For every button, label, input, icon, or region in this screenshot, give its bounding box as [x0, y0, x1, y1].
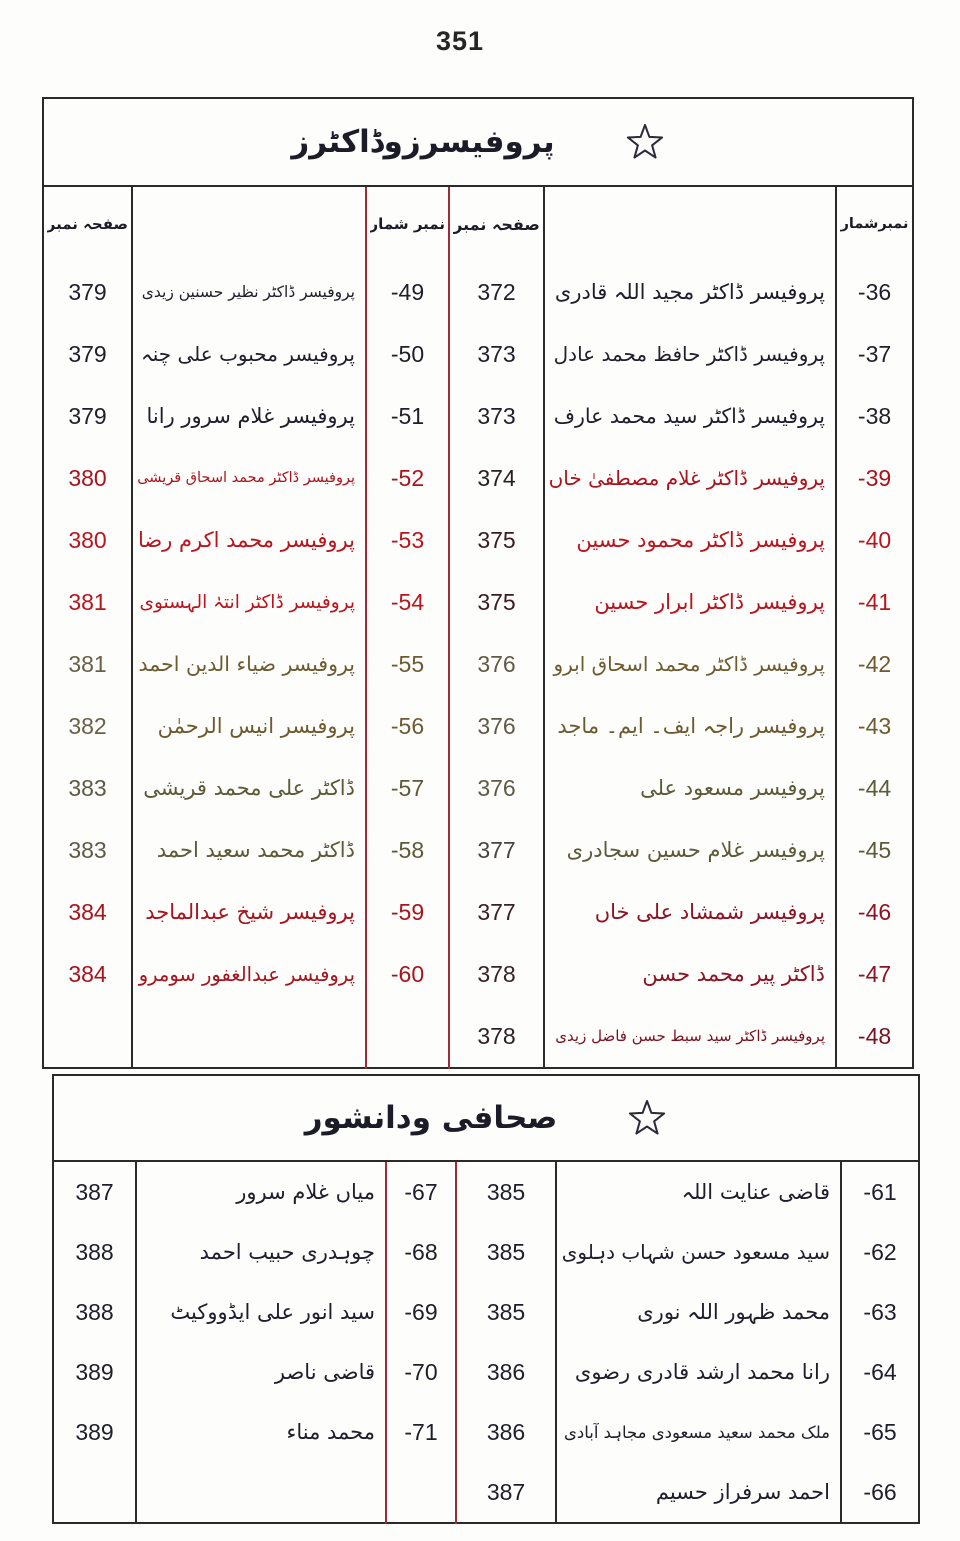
- page-number: 376: [449, 695, 544, 757]
- entry-name-cell: [544, 385, 836, 447]
- page-number: 386: [456, 1342, 556, 1402]
- section-header: [53, 1075, 919, 1161]
- page-number: 379: [43, 385, 132, 447]
- index-row: [53, 1282, 919, 1342]
- entry-name-cell: [136, 1161, 386, 1222]
- serial-number: -41: [857, 588, 892, 615]
- serial-number: -47: [857, 960, 892, 987]
- page-number: 383: [43, 819, 132, 881]
- page-number: 375: [449, 571, 544, 633]
- index-row: [53, 1222, 919, 1282]
- entry-name: پروفیسر مسعود علی: [640, 776, 825, 800]
- page-number: 389: [53, 1342, 136, 1402]
- serial-number: -49: [366, 261, 449, 323]
- serial-number: -40: [857, 526, 892, 553]
- section-header: [43, 98, 913, 186]
- entry-name: پروفیسر ڈاکٹر نظیر حسنین زیدی: [141, 283, 355, 301]
- entry-name: پروفیسر ڈاکٹر حافظ محمد عادل: [553, 342, 825, 366]
- entry-name: پروفیسر ڈاکٹر محمد اسحاق ابرو: [553, 652, 825, 676]
- serial-number: -66: [863, 1478, 897, 1505]
- entry-name-cell: [136, 1402, 386, 1462]
- entry-name-cell: [544, 571, 836, 633]
- entry-name-cell: [544, 695, 836, 757]
- entry-name: پروفیسر انیس الرحمٰن: [157, 714, 355, 738]
- index-row: [43, 261, 913, 323]
- entry-name: پروفیسر راجہ ایف۔ ایم۔ ماجد: [557, 714, 825, 738]
- empty-cell: [386, 1462, 456, 1523]
- page-number: 372: [449, 261, 544, 323]
- page-number: 378: [449, 943, 544, 1005]
- entry-name-cell: [544, 757, 836, 819]
- index-row: [53, 1161, 919, 1222]
- serial-number: -39: [857, 464, 892, 491]
- serial-number: -54: [366, 571, 449, 633]
- serial-number: -38: [857, 402, 892, 429]
- entry-name-cell: [544, 447, 836, 509]
- page-number: 386: [456, 1402, 556, 1462]
- entry-name: ڈاکٹر پیر محمد حسن: [642, 962, 825, 986]
- entry-name-cell: [544, 633, 836, 695]
- column-header-page: [449, 186, 544, 261]
- column-header-serial: [366, 186, 449, 261]
- page-number: 380: [43, 447, 132, 509]
- entry-name-cell: [136, 1222, 386, 1282]
- index-table-journalists-intellectuals: [52, 1074, 920, 1524]
- entry-name: پروفیسر ڈاکٹر محمد اسحاق قریشی: [137, 470, 355, 486]
- page-number: 374: [449, 447, 544, 509]
- page-number: 379: [43, 261, 132, 323]
- serial-number: -59: [366, 881, 449, 943]
- entry-name-cell: [132, 757, 366, 819]
- entry-name-cell: [132, 943, 366, 1005]
- serial-number: -36: [857, 278, 892, 305]
- empty-cell: [366, 1005, 449, 1068]
- index-row: [43, 881, 913, 943]
- page-number: 377: [449, 819, 544, 881]
- index-row: [43, 633, 913, 695]
- serial-number: -60: [366, 943, 449, 1005]
- page-number: 376: [449, 633, 544, 695]
- serial-number: -50: [366, 323, 449, 385]
- column-header-row: [43, 186, 913, 261]
- index-rows: [53, 1161, 919, 1523]
- empty-cell: [132, 1005, 366, 1068]
- page-number: 377: [449, 881, 544, 943]
- section-header-row: [53, 1075, 919, 1161]
- section-header-row: [43, 98, 913, 186]
- entry-name: پروفیسر ڈاکٹر سید محمد عارف: [553, 404, 825, 428]
- index-rows: [43, 261, 913, 1068]
- entry-name-cell: [132, 633, 366, 695]
- page-number: 384: [43, 943, 132, 1005]
- index-row: [43, 757, 913, 819]
- serial-number: -55: [366, 633, 449, 695]
- serial-number: -44: [857, 774, 892, 801]
- serial-number: -69: [386, 1282, 456, 1342]
- serial-number: -43: [857, 712, 892, 739]
- page-number: 385: [456, 1222, 556, 1282]
- entry-name: احمد سرفراز حسیم: [655, 1480, 830, 1504]
- entry-name: محمد مناء: [286, 1420, 375, 1444]
- column-header-serial-label: نمبر شمار: [370, 215, 445, 233]
- entry-name-cell: [556, 1342, 841, 1402]
- page-number: 388: [53, 1282, 136, 1342]
- serial-number: -46: [857, 898, 892, 925]
- empty-cell: [43, 1005, 132, 1068]
- page-number: 388: [53, 1222, 136, 1282]
- entry-name: پروفیسر محمد اکرم رضا: [137, 528, 355, 552]
- empty-cell: [136, 1462, 386, 1523]
- entry-name-cell: [544, 881, 836, 943]
- entry-name: پروفیسر ڈاکٹر غلام مصطفیٰ خاں: [549, 466, 825, 490]
- index-row: [43, 943, 913, 1005]
- page-number: 385: [456, 1161, 556, 1222]
- index-row: [43, 1005, 913, 1068]
- column-header-page-label: صفحہ نمبر: [453, 214, 540, 234]
- entry-name-cell: [136, 1282, 386, 1342]
- empty-cell: [53, 1462, 136, 1523]
- entry-name: پروفیسر شیخ عبدالماجد: [145, 900, 355, 924]
- page-number: 380: [43, 509, 132, 571]
- entry-name: پروفیسر غلام سرور رانا: [146, 404, 355, 428]
- entry-name: پروفیسر ڈاکٹر مجید اللہ قادری: [554, 280, 825, 304]
- entry-name-cell: [544, 323, 836, 385]
- entry-name: قاضی ناصر: [274, 1360, 375, 1384]
- entry-name-cell: [556, 1402, 841, 1462]
- page-number: 387: [456, 1462, 556, 1523]
- page-number: 384: [43, 881, 132, 943]
- serial-number: -65: [863, 1418, 897, 1445]
- page-number: 383: [43, 757, 132, 819]
- serial-number: -51: [366, 385, 449, 447]
- index-row: [43, 323, 913, 385]
- column-header-name: [544, 186, 836, 261]
- entry-name: پروفیسر ضیاء الدین احمد: [138, 652, 355, 676]
- column-header-page-label: صفحہ نمبر: [47, 215, 128, 233]
- entry-name-cell: [132, 509, 366, 571]
- page-number: 385: [456, 1282, 556, 1342]
- index-row: [43, 571, 913, 633]
- serial-number: -37: [857, 340, 892, 367]
- serial-number: -61: [863, 1178, 897, 1205]
- entry-name: پروفیسر ڈاکٹر انتہٰ الہستوی: [139, 591, 355, 613]
- page-number: 376: [449, 757, 544, 819]
- page-number: 381: [43, 571, 132, 633]
- index-row: [53, 1402, 919, 1462]
- section-title: پروفیسرزوڈاکٹرز: [291, 124, 555, 160]
- index-row: [53, 1462, 919, 1523]
- page-number-top: 351: [435, 26, 485, 56]
- serial-number: -67: [386, 1161, 456, 1222]
- entry-name: میاں غلام سرور: [236, 1180, 375, 1204]
- entry-name-cell: [544, 1005, 836, 1068]
- page-number: 379: [43, 323, 132, 385]
- entry-name-cell: [132, 323, 366, 385]
- entry-name: پروفیسر شمشاد علی خاں: [594, 900, 825, 924]
- page-number: 375: [449, 509, 544, 571]
- entry-name: چوہدری حبیب احمد: [199, 1240, 375, 1264]
- entry-name-cell: [556, 1222, 841, 1282]
- entry-name: محمد ظہور اللہ نوری: [637, 1300, 830, 1324]
- page-number: 373: [449, 323, 544, 385]
- entry-name: ڈاکٹر علی محمد قریشی: [143, 776, 355, 800]
- entry-name-cell: [132, 447, 366, 509]
- star-icon: [627, 1098, 667, 1138]
- column-header-page: [43, 186, 132, 261]
- column-header-serial: [836, 186, 913, 261]
- column-header-serial-label: نمبرشمار: [840, 216, 909, 232]
- entry-name-cell: [544, 261, 836, 323]
- entry-name-cell: [544, 509, 836, 571]
- entry-name-cell: [544, 943, 836, 1005]
- entry-name: قاضی عنایت اللہ: [681, 1180, 830, 1204]
- entry-name-cell: [556, 1462, 841, 1523]
- entry-name: رانا محمد ارشد قادری رضوی: [574, 1360, 830, 1384]
- serial-number: -70: [386, 1342, 456, 1402]
- entry-name-cell: [132, 261, 366, 323]
- serial-number: -71: [386, 1402, 456, 1462]
- index-table-professors-doctors: [42, 97, 914, 1069]
- index-row: [53, 1342, 919, 1402]
- entry-name-cell: [132, 881, 366, 943]
- entry-name-cell: [132, 819, 366, 881]
- star-icon: [625, 122, 665, 162]
- page-number: 378: [449, 1005, 544, 1068]
- serial-number: -53: [366, 509, 449, 571]
- entry-name-cell: [132, 571, 366, 633]
- serial-number: -52: [366, 447, 449, 509]
- page-number: 373: [449, 385, 544, 447]
- entry-name: پروفیسر ڈاکٹر سید سبط حسن فاضل زیدی: [555, 1027, 825, 1045]
- section-title: صحافی ودانشور: [304, 1100, 558, 1136]
- entry-name: پروفیسر غلام حسین سجادری: [566, 838, 825, 862]
- serial-number: -45: [857, 836, 892, 863]
- serial-number: -48: [857, 1022, 892, 1049]
- entry-name-cell: [132, 695, 366, 757]
- serial-number: -64: [863, 1358, 897, 1385]
- column-header-name: [132, 186, 366, 261]
- index-row: [43, 385, 913, 447]
- page-number: 389: [53, 1402, 136, 1462]
- entry-name: پروفیسر عبدالغفور سومرو: [138, 962, 355, 986]
- entry-name-cell: [544, 819, 836, 881]
- serial-number: -57: [366, 757, 449, 819]
- serial-number: -63: [863, 1298, 897, 1325]
- page-number: 387: [53, 1161, 136, 1222]
- entry-name-cell: [556, 1282, 841, 1342]
- entry-name-cell: [132, 385, 366, 447]
- index-row: [43, 819, 913, 881]
- entry-name: ملک محمد سعید مسعودی مجاہد آبادی: [563, 1422, 830, 1442]
- entry-name: پروفیسر ڈاکٹر ابرار حسین: [594, 590, 825, 614]
- serial-number: -56: [366, 695, 449, 757]
- entry-name: سید مسعود حسن شہاب دہلوی: [561, 1240, 830, 1264]
- index-row: [43, 447, 913, 509]
- page-number: 382: [43, 695, 132, 757]
- serial-number: -62: [863, 1238, 897, 1265]
- entry-name: پروفیسر ڈاکٹر محمود حسین: [576, 528, 825, 552]
- serial-number: -58: [366, 819, 449, 881]
- entry-name: ڈاکٹر محمد سعید احمد: [156, 838, 355, 862]
- entry-name: سید انور علی ایڈووکیٹ: [170, 1300, 375, 1324]
- serial-number: -68: [386, 1222, 456, 1282]
- entry-name-cell: [136, 1342, 386, 1402]
- page-number: 381: [43, 633, 132, 695]
- entry-name-cell: [556, 1161, 841, 1222]
- serial-number: -42: [857, 650, 892, 677]
- index-row: [43, 509, 913, 571]
- entry-name: پروفیسر محبوب علی چنہ: [141, 342, 355, 366]
- index-row: [43, 695, 913, 757]
